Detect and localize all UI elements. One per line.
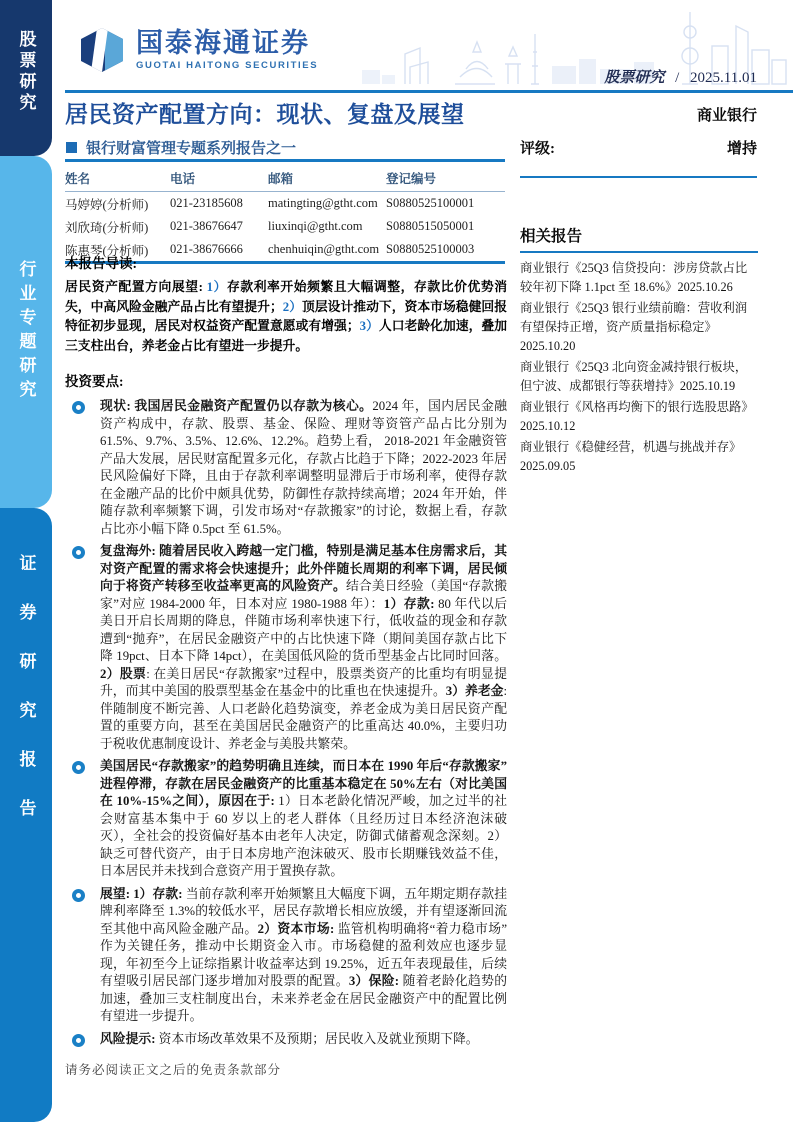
- text-run: 当前存款利率开始频繁且大幅度下调，五年期定期存款挂牌利率降至 1.3%的较低水平，居民存款增长相应放缓，并有望逐渐回流至其他中高风险金融产品。: [100, 886, 507, 936]
- text-run: 存款利率开始频繁且大幅调整，存款比价优势消失，中高风险金融产品占比有望提升；: [65, 280, 507, 314]
- text-run: 1）日本老龄化情况严峻，加之过半的社会财富基本集中于 60 岁以上的老人群体（且经历过日本经济泡沫破灭），全社会的投资偏好基本由老年人决定，防御式储蓄观念深刻。2）缺乏可替代资产，由于日本房地产泡沫破灭、股市长期赚钱效益不佳，日本居民并未找到合意资产用于置换存款。: [100, 794, 507, 878]
- related-report-item: 商业银行《25Q3 银行业绩前瞻：营收利润有望保持正增，资产质量指标稳定》2025.10.20: [520, 301, 748, 354]
- bold-text-run: 风险提示:: [100, 1031, 159, 1046]
- bold-text-run: 3）保险:: [348, 974, 403, 988]
- table-cell: 021-38676666: [170, 242, 243, 256]
- text-run: 顶层设计推动下，资本市场稳健回报特征初步显现，居民对权益资产配置意愿或有增强；: [65, 299, 508, 333]
- table-cell: 马婷婷(分析师): [65, 197, 149, 212]
- table-cell: S0880525100001: [386, 196, 475, 210]
- sidebar-label: 行业专题研究: [16, 260, 36, 404]
- bullet-ring-icon: [72, 1034, 85, 1047]
- sidebar-label: 证券研究报告: [16, 554, 36, 848]
- text-run: : 在美日居民“存款搬家”过程中，股票类资产的比重均有明显提升，而其中美国的股票型基金在基金中的比重也在快速提升。: [100, 666, 507, 698]
- bullet-ring-icon: [72, 401, 85, 414]
- sidebar-label: 股票研究: [16, 30, 36, 114]
- table-cell: liuxinqi@gtht.com: [268, 219, 363, 233]
- key-point-bullet: [65, 1031, 507, 1049]
- bold-text-run: 2）资本市场:: [257, 921, 338, 936]
- text-run: 人口老龄化加速，叠加三支柱出台，养老金占比有望进一步提升。: [65, 319, 508, 353]
- text-run: 3）: [359, 319, 379, 333]
- column-header-email: 邮箱: [268, 167, 386, 192]
- text-run: 1）: [206, 280, 227, 294]
- related-reports-list: [520, 259, 758, 477]
- industry-label: 商业银行: [696, 108, 757, 124]
- bullet-ring-icon: [72, 889, 85, 902]
- bullet-ring-icon: [72, 546, 85, 559]
- table-cell: S0880525100003: [386, 242, 475, 256]
- points-heading: 投资要点:: [65, 374, 124, 389]
- bullet-paragraph: [100, 1031, 507, 1049]
- brand-logo-icon: [78, 28, 126, 72]
- key-point-bullet: [65, 758, 507, 881]
- key-point-bullet: [65, 543, 507, 753]
- column-header-registration: 登记编号: [386, 167, 505, 192]
- table-row: [65, 192, 505, 216]
- sidebar: [0, 0, 52, 1122]
- text-run: : 伴随制度不断完善、人口老龄化趋势演变，养老金成为美日居民资产配置的重要方向，甚至在美国居民金融资产的比重高达 40.0%，主要归功于税收优惠制度设计、养老金与美股共繁荣。: [100, 684, 507, 751]
- sidebar-segment-securities-report: [0, 508, 52, 1122]
- bold-text-run: 2）股票: [100, 666, 147, 681]
- table-cell: 陈惠琴(分析师): [65, 243, 149, 258]
- rating-row: [520, 137, 757, 158]
- rating-value: 增持: [726, 141, 757, 157]
- brand-name-cn: 国泰海通证券: [136, 28, 310, 59]
- subtitle-text: 银行财富管理专题系列报告之一: [86, 141, 297, 157]
- table-cell: 刘欣琦(分析师): [65, 220, 149, 235]
- table-row: [65, 215, 505, 238]
- square-bullet-icon: [66, 142, 77, 153]
- column-header-name: 姓名: [65, 167, 170, 192]
- text-run: 2）: [282, 299, 303, 314]
- related-report-item: 商业银行《25Q3 北向资金减持银行板块，但宁波、成都银行等获增持》2025.10.19: [520, 360, 748, 394]
- bold-text-run: 展望: 1）存款:: [100, 886, 186, 901]
- text-run: 结合美日经验（美国“存款搬家”对应 1984-2000 年，日本对应 1980-1988 年）：: [100, 579, 507, 611]
- table-cell: S0880515050001: [386, 219, 475, 233]
- footer-disclaimer: 请务必阅读正文之后的免责条款部分: [65, 1063, 282, 1077]
- header-divider: [65, 90, 793, 93]
- sidebar-segment-industry-topic: [0, 156, 52, 508]
- bold-text-run: 复盘海外: 随着居民收入跨越一定门槛，特别是满足基本住房需求后，其对资产配置的需求将会快速提升；此外伴随长周期的利率下调，居民倾向于将资产转移至收益率更高的风险资产。: [100, 544, 507, 593]
- masthead-separator: /: [675, 70, 680, 86]
- rating-label: 评级:: [520, 141, 555, 157]
- guide-heading: 本报告导读:: [65, 256, 137, 271]
- bullet-ring-icon: [72, 761, 85, 774]
- text-run: 资本市场改革效果不及预期；居民收入及就业预期下降。: [158, 1031, 479, 1046]
- brand-text: [136, 29, 318, 70]
- text-run: 监管机构明确将“着力稳市场”作为关键任务，推动中长期资金入市。市场稳健的盈利效应也逐步显现，年初至今上证综指累计收益率达到 19.25%，近五年表现最佳，后续有望吸引居民部门逐步增加对股票的配置。: [100, 921, 508, 988]
- text-run: 80 年代以后美日开启长周期的降息，伴随市场利率快速下行，低收益的现金和存款遭到“抛弃”，在居民金融资产中的占比快速下降（期间美国存款占比下降 19pct、日本下降 14pct），在美国低风险的货币型基金占比同时回落。: [100, 596, 508, 663]
- masthead-date: 2025.11.01: [690, 70, 757, 86]
- masthead: [604, 66, 757, 87]
- text-run: 随着老龄化趋势的加速，叠加三支柱制度出台，未来养老金在居民金融资产中的配置比例有望进一步提升。: [100, 974, 508, 1023]
- report-title: 居民资产配置方向：现状、复盘及展望: [65, 102, 465, 127]
- table-cell: 021-38676647: [170, 219, 243, 233]
- bold-text-run: 现状: 我国居民金融资产配置仍以存款为核心。: [100, 399, 373, 413]
- bold-text-run: 美国居民“存款搬家”的趋势明确且连续，而日本在 1990 年后“存款搬家”进程停滞，存款在居民金融资产的比重基本稳定在 50%左右（对比美国在 10%-15%之间），原因在于:: [100, 759, 507, 808]
- bold-text-run: 3）养老金: [445, 684, 504, 698]
- analyst-header-row: [65, 167, 505, 192]
- report-subtitle: [66, 137, 296, 158]
- table-cell: 021-23185608: [170, 196, 243, 210]
- brand-name-en: GUOTAI HAITONG SECURITIES: [136, 59, 319, 71]
- bullet-paragraph: [100, 758, 507, 881]
- table-cell: matingting@gtht.com: [268, 196, 378, 210]
- bullet-paragraph: [100, 398, 507, 538]
- key-points-list: [65, 398, 507, 1048]
- guide-paragraph: [65, 278, 507, 356]
- key-point-bullet: [65, 398, 507, 538]
- related-report-item: 商业银行《稳健经营，机遇与挑战并存》2025.09.05: [520, 440, 742, 474]
- text-run: 居民资产配置方向展望:: [65, 280, 207, 294]
- related-reports: [520, 224, 758, 479]
- related-reports-title: 相关报告: [520, 224, 758, 253]
- masthead-category: 股票研究: [604, 70, 665, 86]
- report-body: [65, 252, 507, 1053]
- related-report-item: 商业银行《25Q3 信贷投向：涉房贷款占比较年初下降 1.1pct 至 18.6%》2025.10.26: [520, 261, 748, 295]
- key-point-bullet: [65, 886, 507, 1026]
- column-header-phone: 电话: [170, 167, 268, 192]
- text-run: 2024 年，国内居民金融资产构成中，存款、股票、基金、保险、理财等资管产品占比分别为 61.5%、9.7%、3.5%、12.6%、12.2%。趋势上看， 2018-2021 年金融资管产品大发展，居民财富配置多元化，存款占比趋于下降；2022-2023 年居民风险偏好下降，且由于存款利率调整明显滞后于市场利率，使得存款在金融产品的比价中颇具优势，防御性存款持续高增；2024 年开始，伴随存款利率频繁下调，引发市场对“存款搬家”的讨论，数据上看，存款占比亦小幅下降 0.5pct 至 61.5%。: [100, 399, 508, 536]
- subtitle-divider: [65, 159, 505, 162]
- analyst-table: [65, 167, 505, 264]
- related-report-item: 商业银行《风格再均衡下的银行选股思路》2025.10.12: [520, 400, 754, 434]
- table-cell: chenhuiqin@gtht.com: [268, 242, 380, 256]
- bold-text-run: 1）存款:: [383, 596, 439, 611]
- rating-divider: [520, 176, 757, 178]
- bullet-paragraph: [100, 543, 507, 753]
- brand-logo: [78, 28, 318, 72]
- bullet-paragraph: [100, 886, 507, 1026]
- sidebar-segment-stock-research: [0, 0, 52, 156]
